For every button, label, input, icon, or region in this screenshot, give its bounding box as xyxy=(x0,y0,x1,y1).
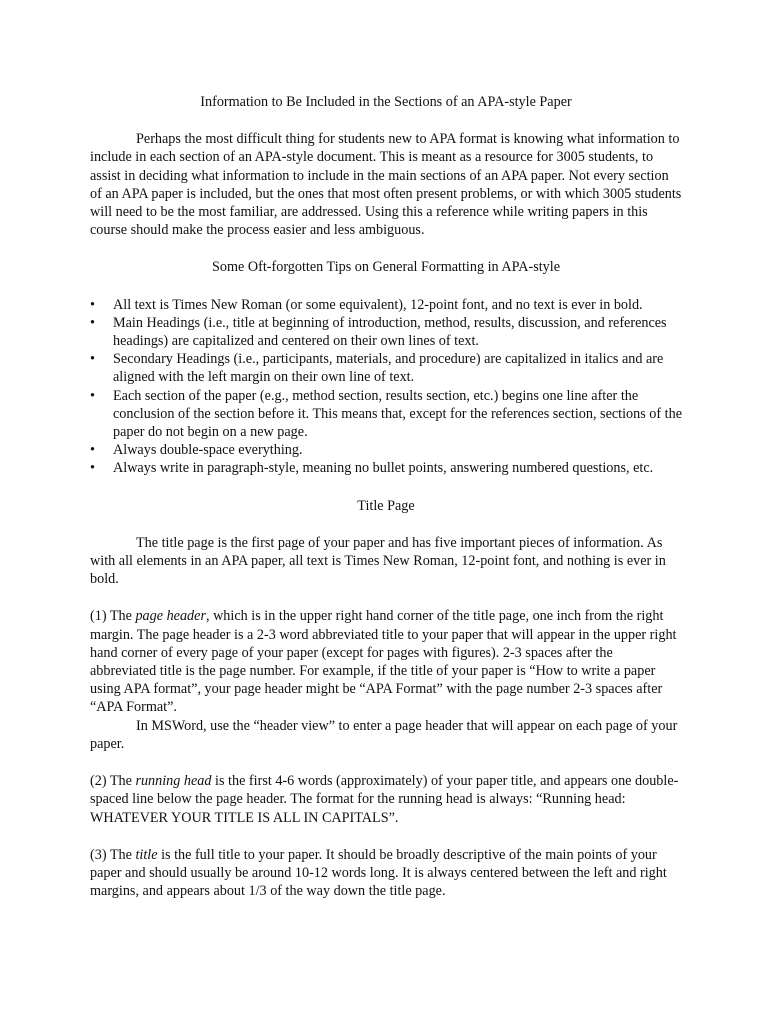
list-item xyxy=(90,350,682,386)
item-term: page header xyxy=(135,608,206,625)
bullet-icon: • xyxy=(90,314,95,331)
list-item xyxy=(90,314,682,350)
item-prefix: (2) The xyxy=(90,773,136,790)
item-term: running head xyxy=(135,773,212,790)
item-prefix: (3) The xyxy=(90,846,136,863)
tips-list xyxy=(90,296,682,478)
item-term: title xyxy=(135,846,158,863)
tip-text: Always write in paragraph-style, meaning no bullet points, answering numbered questions, etc. xyxy=(113,460,654,477)
tip-text: All text is Times New Roman (or some equivalent), 12-point font, and no text is ever in bold. xyxy=(113,296,643,313)
tips-heading: Some Oft-forgotten Tips on General Formatting in APA-style xyxy=(212,259,560,276)
list-item xyxy=(90,459,682,477)
tip-text: Each section of the paper (e.g., method section, results section, etc.) begins one line after the conclusion of the section before it. This means that, except for the references section, sections of the paper do not begin on a new page. xyxy=(113,387,683,441)
title-page-heading: Title Page xyxy=(357,497,415,514)
document-page xyxy=(90,93,682,900)
tip-text: Main Headings (i.e., title at beginning of introduction, method, results, discussion, and references headings) are capitalized and centered on their own lines of text. xyxy=(113,314,667,350)
bullet-icon: • xyxy=(90,460,95,477)
item-prefix: (1) The xyxy=(90,608,136,625)
bullet-icon: • xyxy=(90,387,95,404)
item-text: is the first 4-6 words (approximately) of your paper title, and appears one double-spaced line below the page header. The format for the running head is always: “Running head: WHATEVER YOUR TITLE IS ALL IN CAPITALS”. xyxy=(90,773,679,826)
item-text: , which is in the upper right hand corner of the title page, one inch from the right margin. The page header is a 2-3 word abbreviated title to your paper that will appear in the upper right hand corner of every page of your paper (except for pages with figures). 2-3 spaces after the abbreviated title is the page number. For example, if the title of your paper is “How to write a paper using APA format”, your page header might be “APA Format” with the page number 2-3 spaces after “APA Format”. xyxy=(90,608,677,716)
bullet-icon: • xyxy=(90,442,95,459)
intro-paragraph: Perhaps the most difficult thing for students new to APA format is knowing what information to include in each section of an APA-style document. This is meant as a resource for 3005 students, to assist in deciding what information to include in the main sections of an APA paper. Not every section of an APA paper is included, but the ones that most often present problems, or with which 3005 students will need to be the most familiar, are addressed. Using this a reference while writing papers in this course should make the process easier and less ambiguous. xyxy=(90,131,682,239)
item-running-head xyxy=(90,772,682,827)
item-page-header xyxy=(90,607,682,716)
bullet-icon: • xyxy=(90,296,95,313)
list-item xyxy=(90,387,682,442)
document-title: Information to Be Included in the Sections of an APA-style Paper xyxy=(200,94,572,110)
item-page-header-note: In MSWord, use the “header view” to enter a page header that will appear on each page of your paper. xyxy=(90,717,678,752)
item-text: is the full title to your paper. It should be broadly descriptive of the main points of your paper and should usually be around 10-12 words long. It is always centered between the left and right margins, and appears about 1/3 of the way down the title page. xyxy=(90,846,667,900)
tip-text: Secondary Headings (i.e., participants, materials, and procedure) are capitalized in italics and are aligned with the left margin on their own line of text. xyxy=(113,351,664,386)
item-title xyxy=(90,846,682,901)
bullet-icon: • xyxy=(90,351,95,368)
list-item xyxy=(90,296,682,314)
title-page-intro: The title page is the first page of your paper and has five important pieces of information. As with all elements in an APA paper, all text is Times New Roman, 12-point font, and nothing is ever in bold. xyxy=(90,534,666,588)
tip-text: Always double-space everything. xyxy=(113,442,303,459)
list-item xyxy=(90,441,682,459)
